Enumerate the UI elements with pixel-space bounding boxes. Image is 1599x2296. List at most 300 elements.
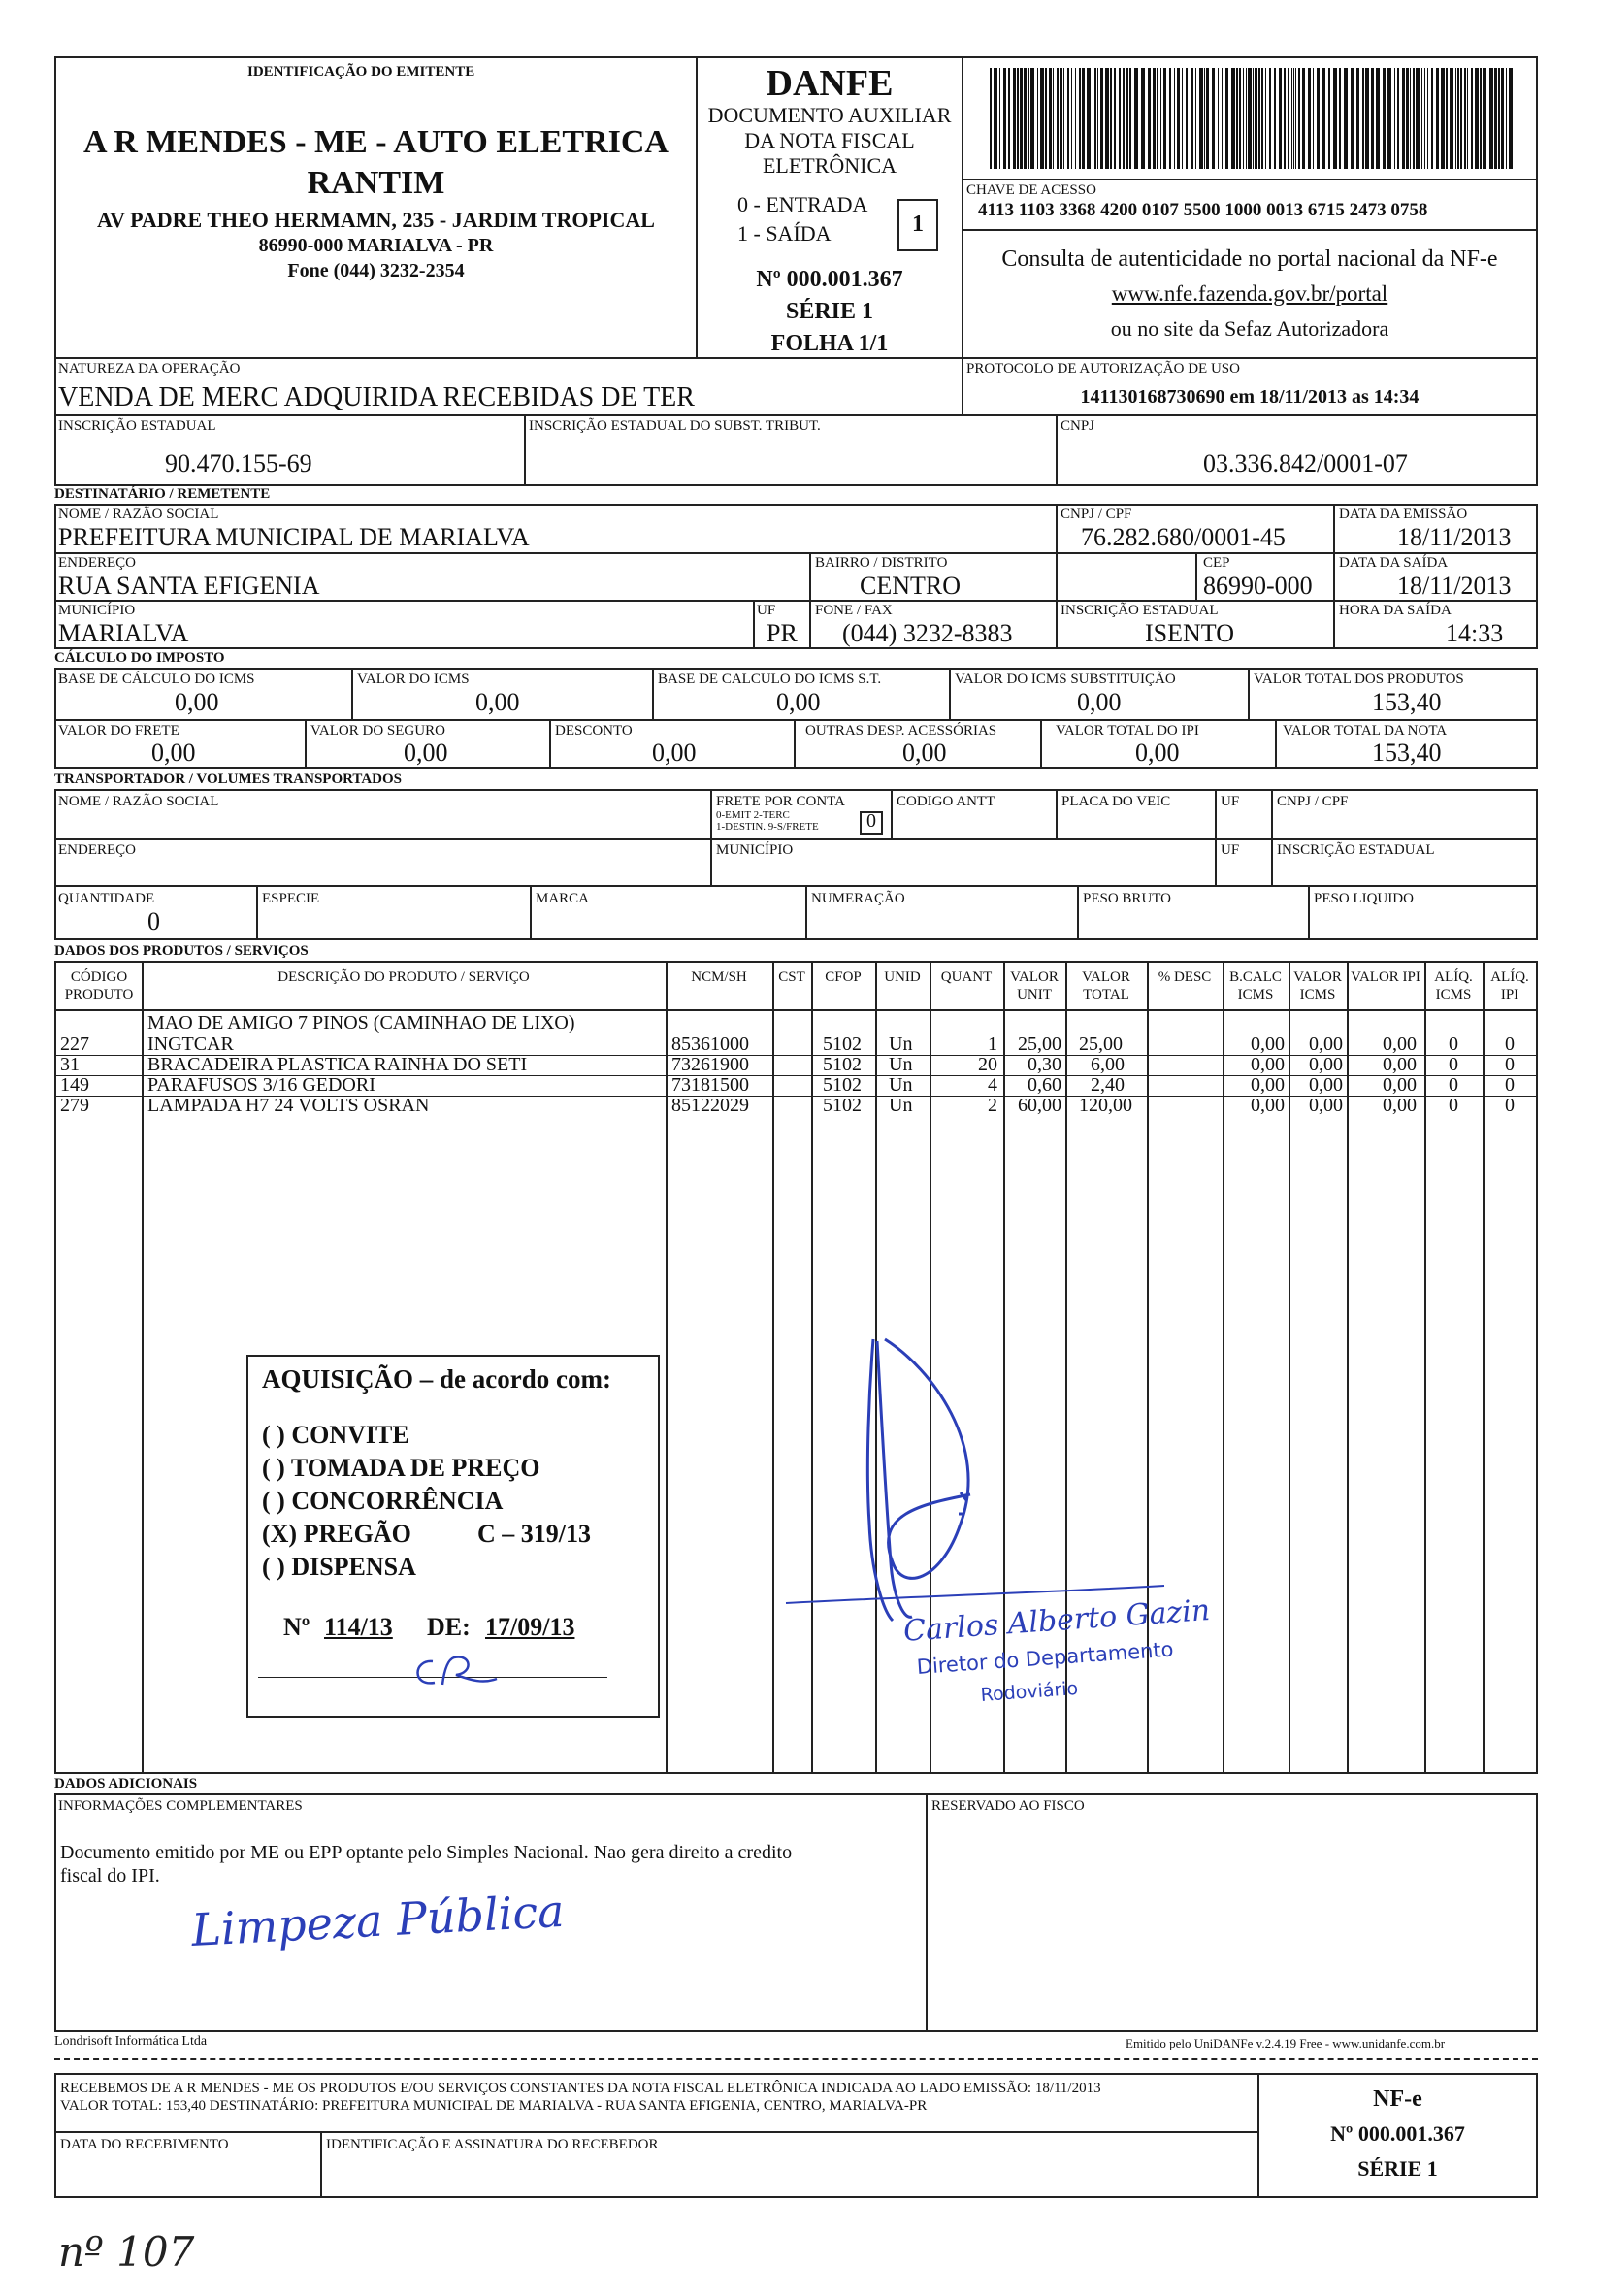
row1-bcalc: 0,00 — [1251, 1033, 1285, 1055]
tr-v1 — [710, 789, 712, 838]
ie-label: INSCRIÇÃO ESTADUAL — [58, 418, 216, 434]
barcode-bar — [1371, 68, 1374, 169]
barcode-bar — [1317, 68, 1320, 169]
barcode-bar — [1284, 68, 1286, 169]
barcode-bar — [1483, 68, 1485, 169]
column-line — [142, 961, 144, 1774]
barcode-bar — [1298, 68, 1300, 169]
emitente-city: 86990-000 MARIALVA - PR — [258, 235, 494, 256]
handwritten-note: Limpeza Pública — [190, 1884, 566, 1956]
column-line — [772, 961, 774, 1774]
imposto-row-divider — [54, 719, 1538, 721]
danfe-saida: 1 - SAÍDA — [737, 221, 832, 246]
th-cfop: CFOP — [825, 969, 862, 985]
row2-vipi: 0,00 — [1383, 1054, 1417, 1075]
barcode-bar — [1471, 68, 1473, 169]
barcode-bar — [1288, 68, 1289, 169]
transp-cnpj-label: CNPJ / CPF — [1277, 794, 1349, 809]
transp-municipio-label: MUNICÍPIO — [716, 842, 794, 858]
imp-d1 — [305, 719, 307, 769]
dest-ie-label: INSCRIÇÃO ESTADUAL — [1061, 603, 1219, 618]
barcode-bar — [1040, 68, 1044, 169]
barcode-bar — [1279, 68, 1282, 169]
canhoto-numero: Nº 000.001.367 — [1330, 2121, 1465, 2146]
barcode-bar — [1239, 68, 1241, 169]
row2-vunit: 0,30 — [1028, 1054, 1061, 1075]
barcode-bar — [1446, 68, 1448, 169]
barcode-bar — [1480, 68, 1482, 169]
barcode-bar — [1248, 68, 1252, 169]
row2-bcalc: 0,00 — [1251, 1054, 1285, 1075]
row3-aipi: 0 — [1505, 1074, 1515, 1096]
row2-vicms: 0,00 — [1309, 1054, 1343, 1075]
icms-subst-label: VALOR DO ICMS SUBSTITUIÇÃO — [955, 672, 1176, 687]
transp-peso-bruto-label: PESO BRUTO — [1083, 891, 1171, 906]
th-vipi: VALOR IPI — [1351, 969, 1420, 985]
stamp-numero: 114/13 — [324, 1613, 393, 1641]
barcode-bar — [1049, 68, 1052, 169]
imp-c4 — [1248, 668, 1250, 719]
transp-ie-label: INSCRIÇÃO ESTADUAL — [1277, 842, 1435, 858]
tr-v6 — [710, 838, 712, 885]
dest-saida: 18/11/2013 — [1397, 572, 1512, 600]
th-desc: % DESC — [1158, 969, 1212, 985]
th-aicms: ALÍQ. ICMS — [1434, 969, 1473, 1002]
dest-hora-label: HORA DA SAÍDA — [1339, 603, 1452, 618]
danfe-entrada: 0 - ENTRADA — [737, 192, 868, 216]
natureza-label: NATUREZA DA OPERAÇÃO — [58, 361, 241, 377]
barcode-bar — [1402, 68, 1405, 169]
barcode-bar — [1295, 68, 1296, 169]
barcode-bar — [990, 68, 992, 169]
seguro-label: VALOR DO SEGURO — [310, 723, 445, 738]
barcode-bar — [1265, 68, 1266, 169]
row1-vicms: 0,00 — [1309, 1033, 1343, 1055]
transp-antt-label: CODIGO ANTT — [897, 794, 995, 809]
barcode-bar — [1204, 68, 1205, 169]
barcode-bar — [1053, 68, 1054, 169]
stamp-de-label: DE: — [427, 1613, 471, 1641]
barcode-bar — [1328, 68, 1330, 169]
signature-stamp-line1: Carlos Alberto Gazin — [902, 1592, 1212, 1649]
ie-divider-1 — [524, 414, 526, 486]
transp-endereco-label: ENDEREÇO — [58, 842, 136, 858]
emitente-phone: Fone (044) 3232-2354 — [287, 260, 465, 281]
tr-v4 — [1215, 789, 1217, 885]
barcode-bar — [1182, 68, 1183, 169]
total-nota: 153,40 — [1372, 738, 1442, 767]
barcode-bar — [1097, 68, 1098, 169]
row2-codigo: 31 — [60, 1054, 80, 1075]
row4-vipi: 0,00 — [1383, 1095, 1417, 1116]
barcode-bar — [1110, 68, 1112, 169]
barcode-bar — [999, 68, 1000, 169]
tr-q5 — [1308, 885, 1310, 940]
base-st: 0,00 — [776, 688, 821, 716]
barcode-bar — [1246, 68, 1247, 169]
row-underline-1 — [56, 1055, 1537, 1056]
transp-placa-label: PLACA DO VEIC — [1061, 794, 1171, 809]
ie-subst-label: INSCRIÇÃO ESTADUAL DO SUBST. TRIBUT. — [529, 418, 821, 434]
row3-bcalc: 0,00 — [1251, 1074, 1285, 1096]
dest-saida-label: DATA DA SAÍDA — [1339, 555, 1449, 571]
row3-vicms: 0,00 — [1309, 1074, 1343, 1096]
dest-emissao-label: DATA DA EMISSÃO — [1339, 507, 1468, 522]
canhoto-line1: RECEBEMOS DE A R MENDES - ME OS PRODUTOS E/OU SERVIÇOS CONSTANTES DA NOTA FISCAL ELETRÔNICA INDICADA AO LADO EMISSÃO: 18/11/2013 — [60, 2081, 1101, 2096]
barcode-bar — [1129, 68, 1131, 169]
aquisicao-stamp — [246, 1355, 660, 1718]
barcode-bar — [1427, 68, 1428, 169]
barcode-bar — [1291, 68, 1292, 169]
row4-codigo: 279 — [60, 1095, 89, 1116]
barcode-bar — [1045, 68, 1047, 169]
dest-nome: PREFEITURA MUNICIPAL DE MARIALVA — [58, 523, 530, 551]
stamp-opt1: ( ) CONVITE — [262, 1421, 409, 1449]
barcode — [990, 68, 1514, 169]
ie-divider-2 — [1056, 414, 1058, 486]
danfe-sub1: DOCUMENTO AUXILIAR — [707, 103, 952, 127]
transp-marca-label: MARCA — [536, 891, 590, 906]
barcode-bar — [1441, 68, 1445, 169]
row3-aicms: 0 — [1449, 1074, 1458, 1096]
barcode-bar — [1406, 68, 1409, 169]
barcode-bar — [1506, 68, 1507, 169]
barcode-bar — [1003, 68, 1006, 169]
row4-descricao: LAMPADA H7 24 VOLTS OSRAN — [147, 1095, 430, 1116]
tr-v3 — [1056, 789, 1058, 838]
transp-row-1 — [54, 838, 1538, 840]
info-line2: fiscal do IPI. — [60, 1865, 160, 1886]
barcode-bar — [1274, 68, 1276, 169]
seguro: 0,00 — [404, 738, 448, 767]
barcode-bar — [1258, 68, 1260, 169]
row2-unid: Un — [889, 1054, 913, 1075]
th-vunit: VALOR UNIT — [1010, 969, 1059, 1002]
barcode-bar — [1344, 68, 1348, 169]
chave-divider-bottom — [962, 229, 1538, 231]
fisco-label: RESERVADO AO FISCO — [931, 1798, 1085, 1814]
base-icms: 0,00 — [175, 688, 219, 716]
barcode-bar — [1509, 68, 1513, 169]
transp-uf-label: UF — [1221, 794, 1240, 809]
barcode-bar — [1199, 68, 1203, 169]
column-line — [666, 961, 668, 1774]
barcode-bar — [1008, 68, 1010, 169]
barcode-bar — [1082, 68, 1085, 169]
barcode-bar — [1067, 68, 1069, 169]
chave-consulta: Consulta de autenticidade no portal nacional da NF-e — [1001, 246, 1498, 272]
dest-uf-label: UF — [757, 603, 776, 618]
stamp-opt4: (X) PREGÃO — [262, 1520, 411, 1548]
barcode-bar — [1460, 68, 1462, 169]
valor-icms-label: VALOR DO ICMS — [357, 672, 470, 687]
produtos-header-divider — [54, 1009, 1538, 1011]
th-unid: UNID — [884, 969, 921, 985]
th-bcalc: B.CALC ICMS — [1229, 969, 1282, 1002]
dest-municipio-label: MUNICÍPIO — [58, 603, 136, 618]
barcode-bar — [1376, 68, 1380, 169]
danfe-serie: SÉRIE 1 — [785, 299, 874, 324]
th-ncm: NCM/SH — [691, 969, 747, 985]
barcode-bar — [1322, 68, 1325, 169]
software-left: Londrisoft Informática Ltda — [54, 2034, 208, 2049]
chave-label: CHAVE DE ACESSO — [966, 182, 1096, 198]
canhoto-line2: VALOR TOTAL: 153,40 DESTINATÁRIO: PREFEITURA MUNICIPAL DE MARIALVA - RUA SANTA EFIGENIA, CENTRO, MARIALVA-PR — [60, 2098, 928, 2114]
barcode-bar — [1177, 68, 1180, 169]
th-descricao: DESCRIÇÃO DO PRODUTO / SERVIÇO — [277, 969, 530, 985]
canhoto-divider-v2 — [320, 2131, 322, 2198]
base-st-label: BASE DE CALCULO DO ICMS S.T. — [658, 672, 882, 687]
barcode-bar — [1206, 68, 1209, 169]
stamp-title: AQUISIÇÃO – de acordo com: — [262, 1364, 611, 1394]
stamp-opt3: ( ) CONCORRÊNCIA — [262, 1487, 504, 1515]
tr-v2 — [891, 789, 893, 838]
barcode-bar — [1087, 68, 1091, 169]
row1-quant: 1 — [988, 1033, 997, 1055]
emitente-name-line2: RANTIM — [307, 165, 445, 201]
danfe-numero: Nº 000.001.367 — [756, 267, 903, 292]
total-produtos-label: VALOR TOTAL DOS PRODUTOS — [1254, 672, 1464, 687]
barcode-bar — [1148, 68, 1151, 169]
barcode-bar — [1231, 68, 1235, 169]
barcode-bar — [1362, 68, 1364, 169]
imp-d3 — [794, 719, 796, 769]
barcode-bar — [1308, 68, 1311, 169]
barcode-bar — [1394, 68, 1395, 169]
barcode-bar — [1333, 68, 1337, 169]
barcode-bar — [1195, 68, 1196, 169]
imp-d2 — [549, 719, 551, 769]
barcode-bar — [1383, 68, 1386, 169]
barcode-bar — [1431, 68, 1433, 169]
barcode-bar — [1339, 68, 1341, 169]
barcode-bar — [1024, 68, 1027, 169]
barcode-bar — [995, 68, 997, 169]
barcode-bar — [1063, 68, 1064, 169]
stamp-initials — [404, 1650, 510, 1694]
barcode-bar — [1057, 68, 1059, 169]
th-vtotal: VALOR TOTAL — [1082, 969, 1130, 1002]
transp-frete-opts1: 0-EMIT 2-TERC — [716, 809, 790, 821]
barcode-bar — [1157, 68, 1158, 169]
transp-frete-opts2: 1-DESTIN. 9-S/FRETE — [716, 821, 819, 833]
row3-ncm: 73181500 — [671, 1074, 749, 1096]
barcode-bar — [1119, 68, 1121, 169]
barcode-bar — [1436, 68, 1439, 169]
barcode-bar — [1105, 68, 1109, 169]
row4-quant: 2 — [988, 1095, 997, 1116]
row1-ncm: 85361000 — [671, 1033, 749, 1055]
frete: 0,00 — [151, 738, 196, 767]
barcode-bar — [1255, 68, 1257, 169]
canhoto-serie: SÉRIE 1 — [1357, 2156, 1438, 2181]
info-line1: Documento emitido por ME ou EPP optante pelo Simples Nacional. Nao gera direito a credito — [60, 1842, 793, 1863]
row2-cfop: 5102 — [823, 1054, 862, 1075]
tr-q2 — [530, 885, 532, 940]
row1-codigo: 227 — [60, 1033, 89, 1055]
transp-uf2-label: UF — [1221, 842, 1240, 858]
emitente-section-label: IDENTIFICAÇÃO DO EMITENTE — [247, 64, 475, 80]
row4-aicms: 0 — [1449, 1095, 1458, 1116]
row1-descricao2: INGTCAR — [147, 1033, 234, 1055]
row4-vunit: 60,00 — [1018, 1095, 1061, 1116]
base-icms-label: BASE DE CÁLCULO DO ICMS — [58, 672, 255, 687]
transp-row-2 — [54, 885, 1538, 887]
dest-fone-label: FONE / FAX — [815, 603, 893, 618]
signature-stamp-line3: Rodoviário — [980, 1677, 1079, 1706]
barcode-bar — [1293, 68, 1294, 169]
row4-vicms: 0,00 — [1309, 1095, 1343, 1116]
total-produtos: 153,40 — [1372, 688, 1442, 716]
row2-ncm: 73261900 — [671, 1054, 749, 1075]
ipi-label: VALOR TOTAL DO IPI — [1056, 723, 1199, 738]
dest-bairro-label: BAIRRO / DISTRITO — [815, 555, 948, 571]
barcode-bar — [1457, 68, 1459, 169]
handwritten-number: nº 107 — [58, 2228, 195, 2276]
stamp-opt2: ( ) TOMADA DE PREÇO — [262, 1454, 540, 1482]
dest-ie: ISENTO — [1145, 619, 1234, 647]
barcode-bar — [1222, 68, 1223, 169]
row3-vipi: 0,00 — [1383, 1074, 1417, 1096]
barcode-bar — [1191, 68, 1193, 169]
dest-col-date — [1333, 504, 1335, 649]
dest-municipio: MARIALVA — [58, 619, 189, 647]
stamp-numero-label: Nº — [283, 1613, 310, 1641]
th-aipi: ALÍQ. IPI — [1490, 969, 1529, 1002]
th-vicms: VALOR ICMS — [1293, 969, 1342, 1002]
transp-numeracao-label: NUMERAÇÃO — [811, 891, 905, 906]
emitente-cnpj-label: CNPJ — [1061, 418, 1095, 434]
stamp-opt4-code: C – 319/13 — [477, 1520, 591, 1548]
barcode-bar — [1269, 68, 1271, 169]
danfe-sub2: DA NOTA FISCAL — [744, 128, 915, 152]
barcode-bar — [1123, 68, 1125, 169]
dest-endereco: RUA SANTA EFIGENIA — [58, 572, 320, 600]
software-right: Emitido pelo UniDANFe v.2.4.19 Free - www.unidanfe.com.br — [1126, 2036, 1446, 2050]
barcode-bar — [1134, 68, 1138, 169]
row3-descricao: PARAFUSOS 3/16 GEDORI — [147, 1074, 375, 1096]
dest-col-fone — [809, 600, 811, 649]
th-cst: CST — [778, 969, 805, 985]
barcode-bar — [1212, 68, 1215, 169]
destinatario-section: DESTINATÁRIO / REMETENTE — [54, 486, 271, 502]
row4-cfop: 5102 — [823, 1095, 862, 1116]
tr-q4 — [1077, 885, 1079, 940]
produtos-section: DADOS DOS PRODUTOS / SERVIÇOS — [54, 943, 309, 959]
barcode-bar — [1365, 68, 1369, 169]
barcode-bar — [1236, 68, 1238, 169]
cut-line — [54, 2058, 1538, 2060]
danfe-folha: FOLHA 1/1 — [770, 331, 889, 356]
row4-unid: Un — [889, 1095, 913, 1116]
barcode-bar — [1225, 68, 1228, 169]
canhoto-data-label: DATA DO RECEBIMENTO — [60, 2137, 229, 2152]
emitente-address: AV PADRE THEO HERMAMN, 235 - JARDIM TROPICAL — [97, 208, 655, 232]
transp-quantidade-label: QUANTIDADE — [58, 891, 155, 906]
dest-cep-label: CEP — [1203, 555, 1230, 571]
barcode-bar — [1174, 68, 1175, 169]
row-underline-3 — [56, 1096, 1537, 1097]
natureza-value: VENDA DE MERC ADQUIRIDA RECEBIDAS DE TER — [58, 382, 695, 412]
canhoto-divider-h — [54, 2131, 1257, 2133]
row2-descricao: BRACADEIRA PLASTICA RAINHA DO SETI — [147, 1054, 528, 1075]
dest-cnpj-label: CNPJ / CPF — [1061, 507, 1132, 522]
barcode-bar — [1450, 68, 1453, 169]
dest-col-cep — [1195, 552, 1197, 600]
dest-row-divider-1 — [54, 552, 1538, 554]
row-underline-2 — [56, 1075, 1537, 1076]
dest-hora: 14:33 — [1446, 619, 1504, 647]
ipi: 0,00 — [1135, 738, 1180, 767]
imp-d5 — [1275, 719, 1277, 769]
desconto: 0,00 — [652, 738, 697, 767]
barcode-bar — [1413, 68, 1415, 169]
row1-aipi: 0 — [1505, 1033, 1515, 1055]
dest-emissao: 18/11/2013 — [1397, 523, 1512, 551]
barcode-bar — [1416, 68, 1420, 169]
row1-vtotal: 25,00 — [1079, 1033, 1123, 1055]
row3-vtotal: 2,40 — [1091, 1074, 1125, 1096]
row1-aicms: 0 — [1449, 1033, 1458, 1055]
tr-v5 — [1271, 789, 1273, 885]
barcode-bar — [1498, 68, 1500, 169]
imposto-section: CÁLCULO DO IMPOSTO — [54, 650, 225, 666]
outras: 0,00 — [902, 738, 947, 767]
transp-peso-liquido-label: PESO LIQUIDO — [1314, 891, 1414, 906]
barcode-bar — [1126, 68, 1128, 169]
canhoto-nfe: NF-e — [1373, 2086, 1422, 2112]
row4-aipi: 0 — [1505, 1095, 1515, 1116]
valor-icms: 0,00 — [475, 688, 520, 716]
barcode-bar — [1060, 68, 1062, 169]
barcode-bar — [1313, 68, 1314, 169]
barcode-bar — [1243, 68, 1244, 169]
transportador-box — [54, 789, 1538, 940]
barcode-bar — [1141, 68, 1145, 169]
protocolo-label: PROTOCOLO DE AUTORIZAÇÃO DE USO — [966, 361, 1240, 377]
signature-stamp-line2: Diretor do Departamento — [916, 1637, 1175, 1679]
row2-aicms: 0 — [1449, 1054, 1458, 1075]
emitente-cnpj: 03.336.842/0001-07 — [1203, 449, 1408, 477]
info-label: INFORMAÇÕES COMPLEMENTARES — [58, 1798, 303, 1814]
barcode-bar — [1153, 68, 1156, 169]
chave-url[interactable]: www.nfe.fazenda.gov.br/portal — [1111, 281, 1388, 306]
barcode-bar — [1071, 68, 1072, 169]
barcode-bar — [1114, 68, 1116, 169]
barcode-bar — [1485, 68, 1486, 169]
row1-descricao1: MAO DE AMIGO 7 PINOS (CAMINHAO DE LIXO) — [147, 1012, 575, 1033]
transp-quantidade: 0 — [147, 907, 160, 935]
transportador-section: TRANSPORTADOR / VOLUMES TRANSPORTADOS — [54, 771, 403, 787]
row3-cfop: 5102 — [823, 1074, 862, 1096]
barcode-bar — [1075, 68, 1076, 169]
frete-label: VALOR DO FRETE — [58, 723, 179, 738]
barcode-bar — [1028, 68, 1029, 169]
row3-unid: Un — [889, 1074, 913, 1096]
protocolo-value: 141130168730690 em 18/11/2013 as 14:34 — [1080, 386, 1420, 408]
row4-bcalc: 0,00 — [1251, 1095, 1285, 1116]
row4-ncm: 85122029 — [671, 1095, 749, 1116]
barcode-bar — [1421, 68, 1422, 169]
th-codigo: CÓDIGO PRODUTO — [64, 969, 134, 1002]
barcode-bar — [1387, 68, 1391, 169]
dest-uf: PR — [767, 619, 798, 647]
imp-d4 — [1040, 719, 1042, 769]
barcode-bar — [1397, 68, 1399, 169]
danfe-sub3: ELETRÔNICA — [762, 153, 897, 178]
row2-vtotal: 6,00 — [1091, 1054, 1125, 1075]
dest-bairro: CENTRO — [860, 572, 961, 600]
